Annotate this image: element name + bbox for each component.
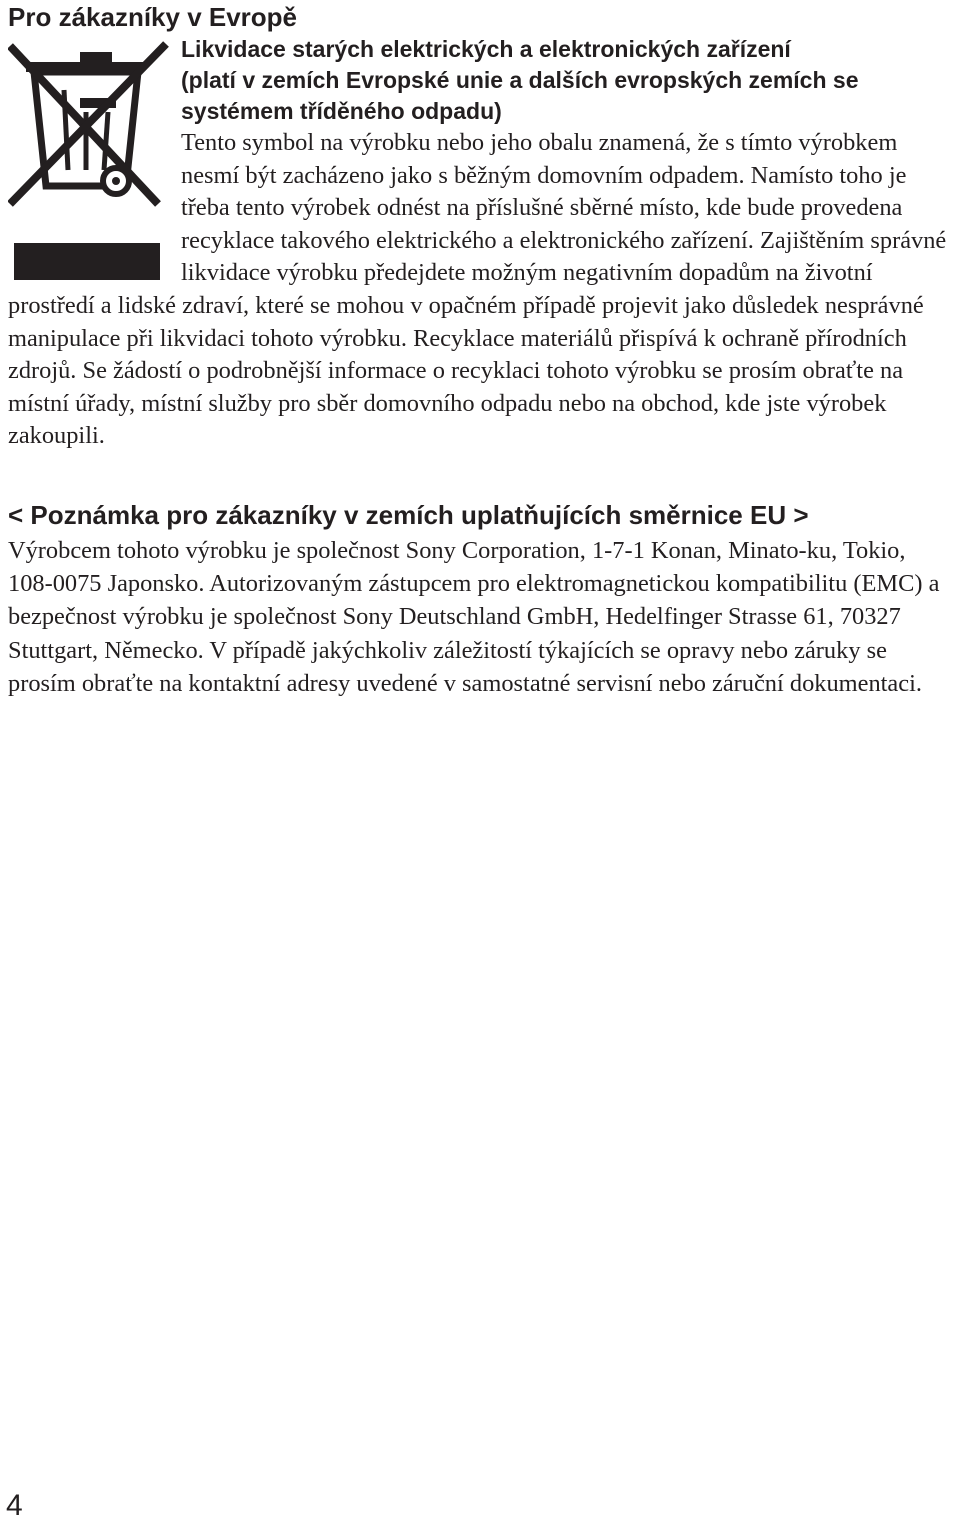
page-number: 4 <box>6 1489 23 1522</box>
disposal-heading-line3: systémem tříděného odpadu) <box>181 98 502 124</box>
icon-spacer <box>8 34 181 274</box>
eu-note-section <box>8 496 956 700</box>
section-title: Pro zákazníky v Evropě <box>8 2 298 32</box>
disposal-body: Tento symbol na výrobku nebo jeho obalu znamená, že s tímto výrobkem nesmí být zacházeno jako s běžným domovním odpadem. Namísto toho je třeba tento výrobek odnést na příslušné sběrné místo, kde bude provedena recyklace takového elektrického a elektronického zařízení. Zajištěním správné likvidace výrobku předejdete možným negativním dopadům na životní prostředí a lidské zdraví, které se mohou v opačném případě projevit jako důsledek nesprávné manipulace při likvidaci tohoto výrobku. Recyklace materiálů přispívá k ochraně přírodních zdrojů. Se žádostí o podrobnější informace o recyklaci tohoto výrobku se prosím obraťte na místní úřady, místní služby pro sběr domovního odpadu nebo na obchod, kde jste výrobek zakoupili. <box>8 129 947 450</box>
disposal-heading-line2: (platí v zemích Evropské unie a dalších evropských zemích se <box>181 67 859 93</box>
eu-note-heading: < Poznámka pro zákazníky v zemích uplatňujících směrnice EU > <box>8 500 809 530</box>
eu-note-body: Výrobcem tohoto výrobku je společnost Sony Corporation, 1-7-1 Konan, Minato-ku, Tokio, 108-0075 Japonsko. Autorizovaným zástupcem pro elektromagnetickou kompatibilitu (EMC) a bezpečnost výrobku je společnost Sony Deutschland GmbH, Hedelfinger Strasse 61, 70327 Stuttgart, Německo. V případě jakýchkoliv záležitostí týkajících se opravy nebo záruky se prosím obraťte na kontaktní adresy uvedené v samostatné servisní nebo záruční dokumentaci. <box>8 537 940 697</box>
disposal-heading-line1: Likvidace starých elektrických a elektronických zařízení <box>181 36 791 62</box>
disposal-section <box>8 34 958 453</box>
